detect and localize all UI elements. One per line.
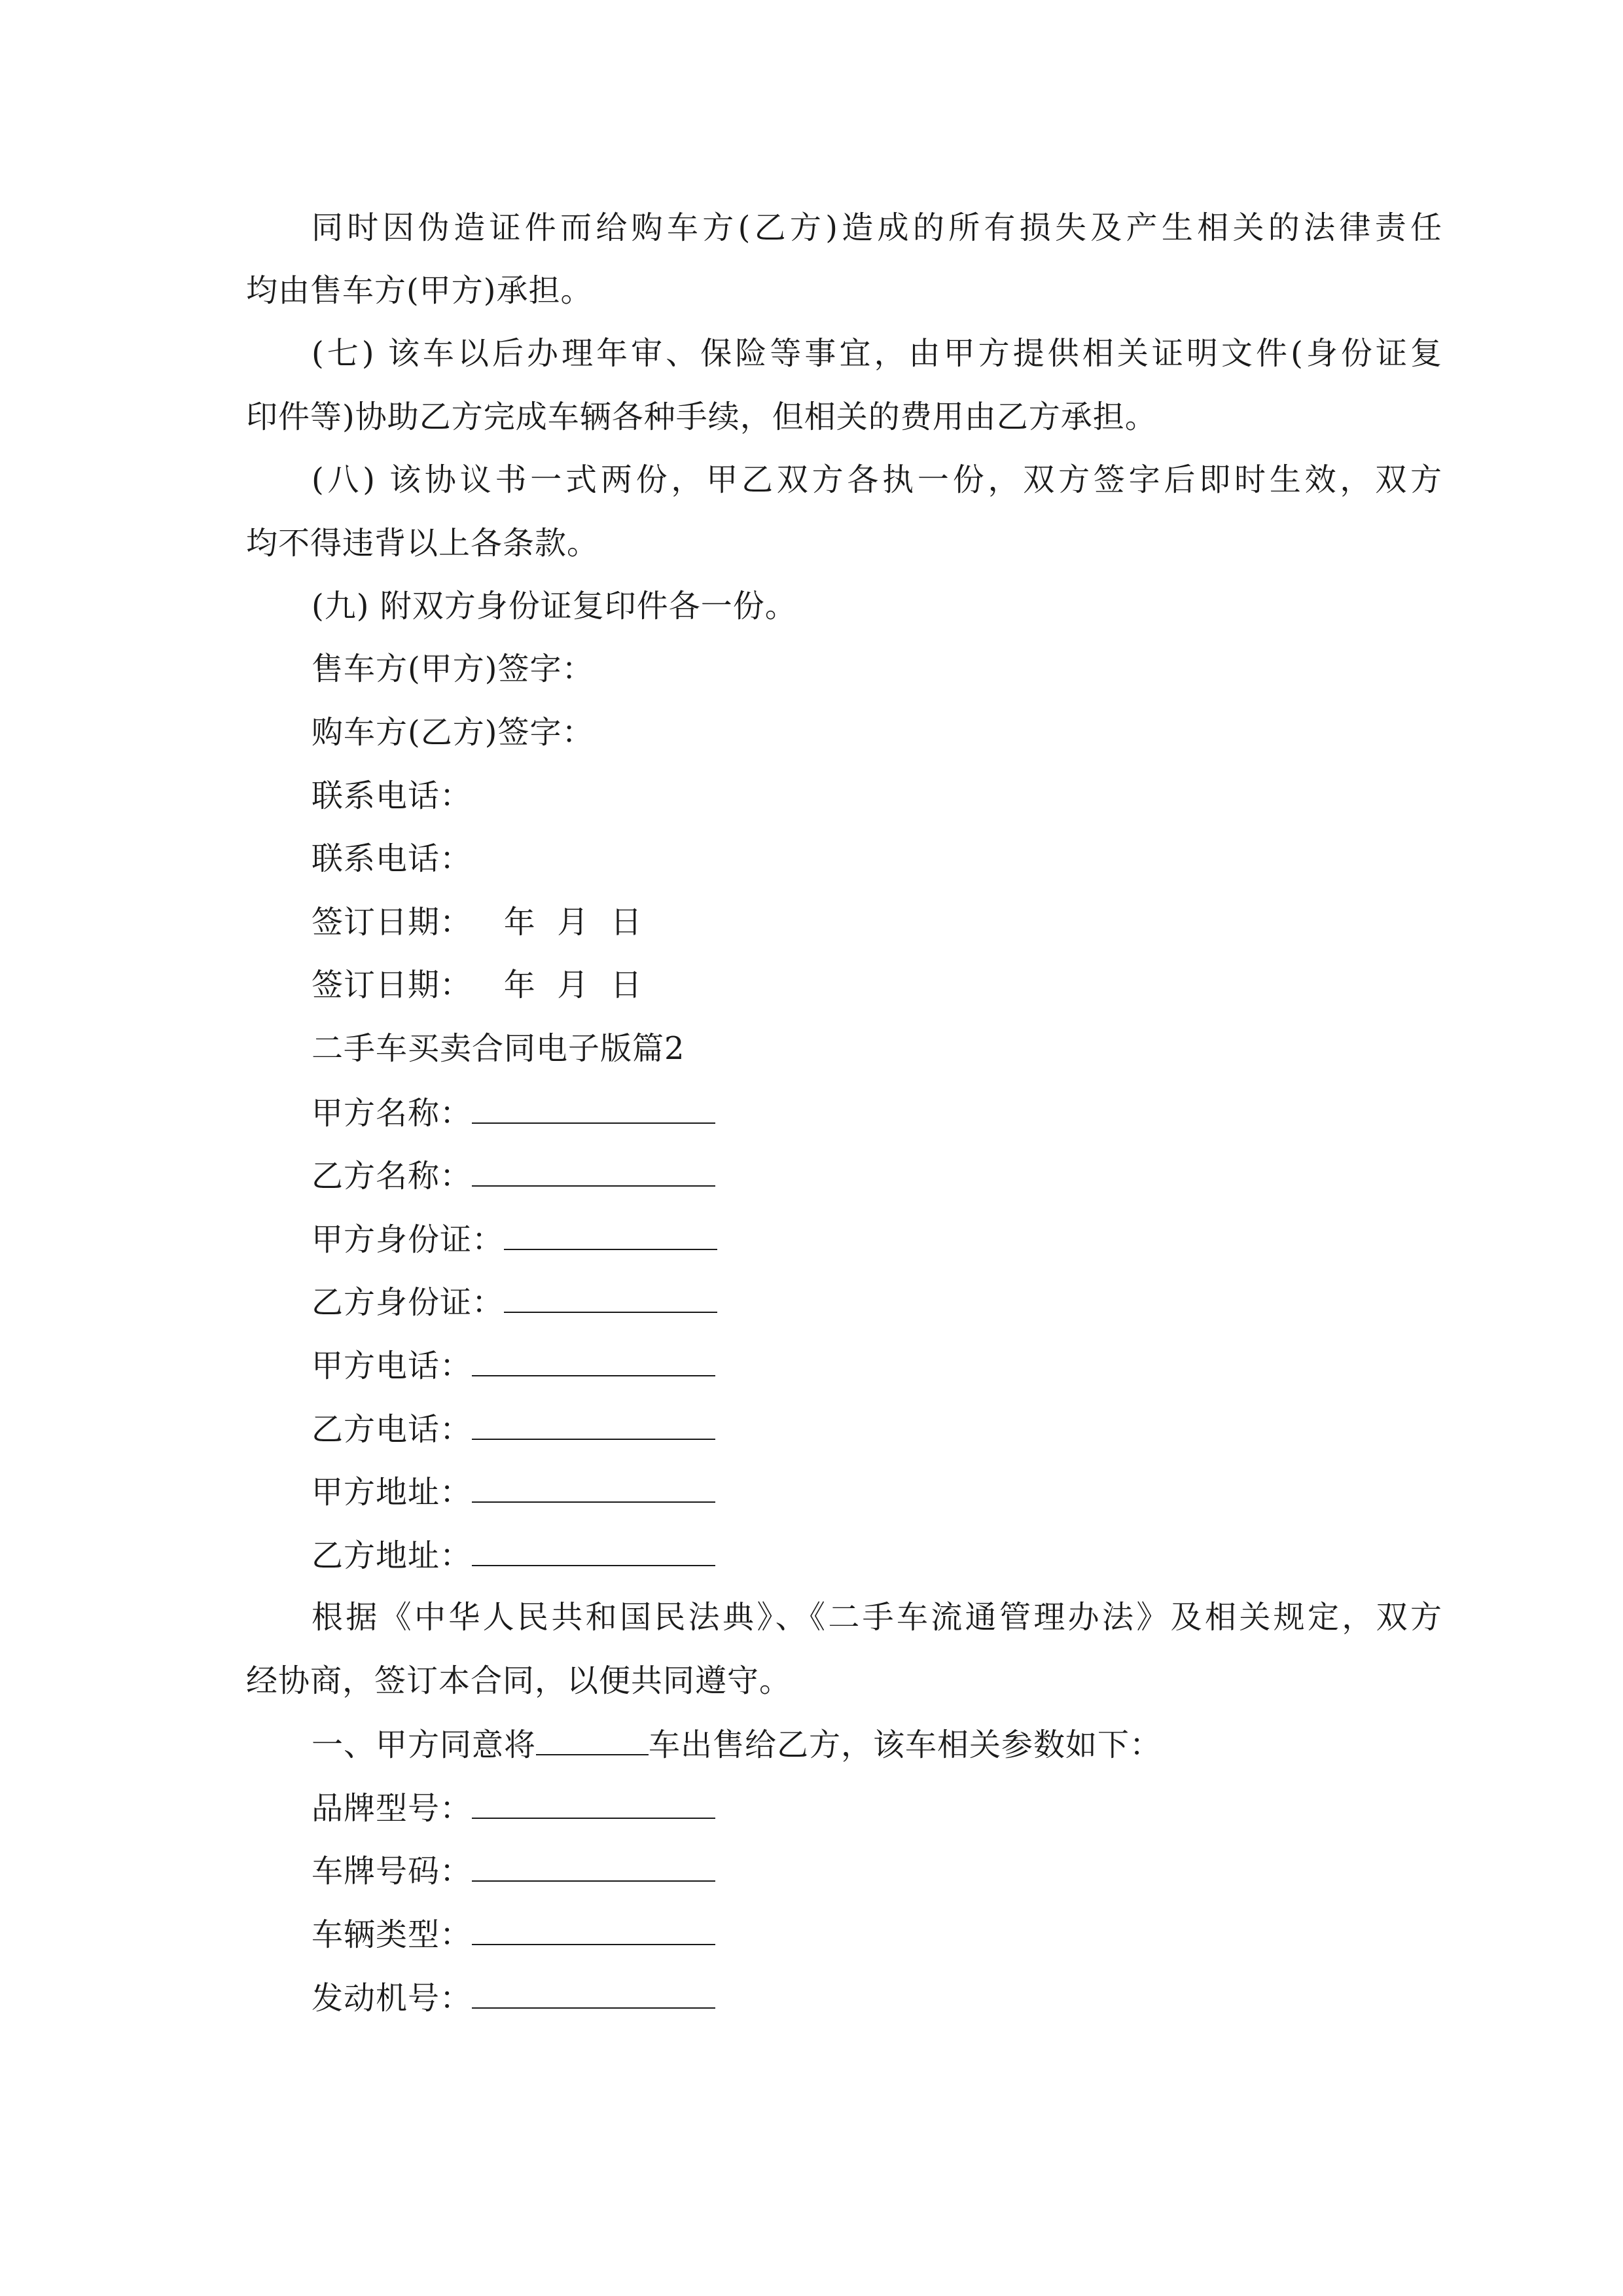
brand-model-field: [312, 1787, 715, 1828]
field-label: 车牌号码：: [312, 1853, 473, 1890]
field-label: 甲方名称：: [312, 1095, 473, 1132]
field-label: 甲方身份证：: [312, 1221, 505, 1258]
clause-8-line: (八) 该协议书一式两份，甲乙双方各执一份，双方签字后即时生效，双方: [312, 461, 1442, 498]
party-b-id-field: [312, 1282, 717, 1322]
fill-blank: [472, 1914, 715, 1945]
fill-blank: [504, 1219, 717, 1250]
party-b-name-field: [312, 1155, 715, 1196]
fill-blank: [472, 1977, 715, 2009]
clause-8-line: 均不得违背以上各条款。: [246, 525, 599, 562]
field-label: 乙方地址：: [312, 1537, 473, 1574]
clause-text: 车出售给乙方，该车相关参数如下：: [649, 1727, 1162, 1763]
field-label: 乙方名称：: [312, 1158, 473, 1194]
fill-blank: [472, 1471, 715, 1503]
fill-blank: [472, 1787, 715, 1819]
party-b-phone-field: [312, 1408, 715, 1449]
party-a-phone-field: [312, 1345, 715, 1386]
clause-1: [312, 1724, 1162, 1765]
field-label: 甲方地址：: [312, 1474, 473, 1511]
clause-7-line: 印件等)协助乙方完成车辆各种手续，但相关的费用由乙方承担。: [246, 399, 1157, 435]
clause-9: (九) 附双方身份证复印件各一份。: [312, 588, 797, 624]
fill-blank: [472, 1850, 715, 1882]
fill-blank: [472, 1345, 715, 1376]
legal-basis-line: 经协商，签订本合同，以便共同遵守。: [246, 1662, 792, 1699]
paragraph-line: 同时因伪造证件而给购车方(乙方)造成的所有损失及产生相关的法律责任: [312, 209, 1442, 246]
plate-number-field: [312, 1850, 715, 1891]
field-label: 甲方电话：: [312, 1348, 473, 1384]
field-label: 乙方电话：: [312, 1411, 473, 1448]
party-a-name-field: [312, 1092, 715, 1133]
phone-label: 联系电话：: [312, 840, 473, 877]
seller-signature-label: 售车方(甲方)签字：: [312, 651, 594, 687]
vehicle-type-field: [312, 1914, 715, 1954]
sign-date-label: 签订日期： 年 月 日: [312, 967, 643, 1003]
field-label: 品牌型号：: [312, 1790, 473, 1827]
phone-label: 联系电话：: [312, 778, 473, 814]
fill-blank: [472, 1408, 715, 1440]
fill-blank: [472, 1535, 715, 1566]
engine-number-field: [312, 1977, 715, 2018]
buyer-signature-label: 购车方(乙方)签字：: [312, 714, 594, 751]
clause-text: 一、甲方同意将: [312, 1727, 537, 1763]
party-a-address-field: [312, 1471, 715, 1512]
sign-date-label: 签订日期： 年 月 日: [312, 904, 643, 941]
clause-7-line: (七) 该车以后办理年审、保险等事宜，由甲方提供相关证明文件(身份证复: [312, 335, 1442, 372]
party-a-id-field: [312, 1219, 717, 1259]
field-label: 乙方身份证：: [312, 1284, 505, 1321]
section-heading: 二手车买卖合同电子版篇2: [312, 1030, 685, 1067]
paragraph-line: 均由售车方(甲方)承担。: [246, 272, 593, 309]
fill-blank: [472, 1155, 715, 1187]
field-label: 车辆类型：: [312, 1916, 473, 1953]
fill-blank: [504, 1282, 717, 1313]
fill-blank: [536, 1724, 649, 1755]
legal-basis-line: 根据《中华人民共和国民法典》、《二手车流通管理办法》及相关规定，双方: [312, 1599, 1442, 1636]
field-label: 发动机号：: [312, 1980, 473, 2017]
party-b-address-field: [312, 1535, 715, 1575]
fill-blank: [472, 1092, 715, 1124]
